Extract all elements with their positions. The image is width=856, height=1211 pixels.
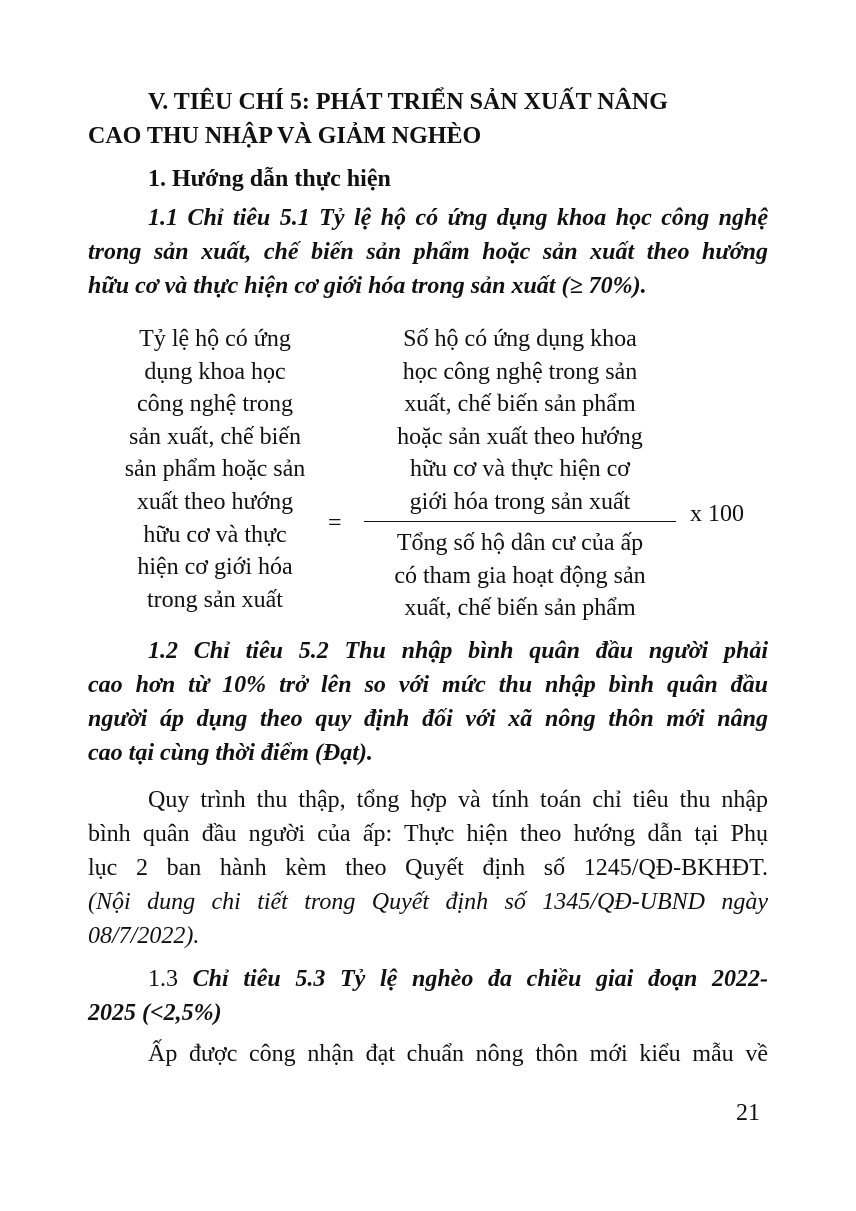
formula-numerator-line: giới hóa trong sản xuất <box>409 488 631 515</box>
procedure-paragraph <box>88 783 768 953</box>
indicator-5-3-line-2: 2025 (<2,5%) <box>88 1000 222 1026</box>
formula-lhs-line: sản xuất, chế biến <box>129 423 301 450</box>
formula-denominator-line: xuất, chế biến sản phẩm <box>404 595 636 622</box>
section-heading <box>88 85 768 153</box>
formula-lhs <box>90 323 340 616</box>
formula-lhs-line: Tỷ lệ hộ có ứng <box>139 326 291 352</box>
section-heading-line-2: CAO THU NHẬP VÀ GIẢM NGHÈO <box>88 123 482 149</box>
fraction-bar <box>364 521 676 522</box>
formula-lhs-line: hữu cơ và thực <box>143 521 287 548</box>
section-heading-line-1: V. TIÊU CHÍ 5: PHÁT TRIỂN SẢN XUẤT NÂNG <box>148 89 668 115</box>
formula-lhs-line: sản phẩm hoặc sản <box>124 456 306 483</box>
formula-numerator-line: học công nghệ trong sản <box>402 358 638 385</box>
indicator-5-2-line-4: cao tại cùng thời điểm (Đạt). <box>88 740 373 766</box>
formula-numerator-line: hoặc sản xuất theo hướng <box>397 423 643 450</box>
indicator-5-1-line-1: 1.1 Chỉ tiêu 5.1 Tỷ lệ hộ có ứng dụng khoa học công nghệ <box>148 205 768 231</box>
indicator-5-2 <box>88 634 768 770</box>
formula-denominator-line: có tham gia hoạt động sản <box>394 562 646 589</box>
indicator-5-2-line-1: 1.2 Chỉ tiêu 5.2 Thu nhập bình quân đầu người phải <box>148 638 768 664</box>
subheading: 1. Hướng dẫn thực hiện <box>148 166 391 192</box>
indicator-5-3-title: Chỉ tiêu 5.3 Tỷ lệ nghèo đa chiều giai đoạn 2022- <box>192 966 769 992</box>
formula-lhs-line: trong sản xuất <box>147 586 283 613</box>
formula-equals-sign: = <box>328 510 342 536</box>
formula-numerator <box>364 323 676 519</box>
procedure-line-2: bình quân đầu người của ấp: Thực hiện theo hướng dẫn tại Phụ <box>88 821 768 847</box>
procedure-line-5: 08/7/2022). <box>88 923 200 949</box>
closing-paragraph <box>88 1037 768 1071</box>
formula-numerator-line: Số hộ có ứng dụng khoa <box>403 326 637 352</box>
page-number: 21 <box>736 1100 760 1126</box>
formula-numerator-line: hữu cơ và thực hiện cơ <box>410 456 630 483</box>
indicator-5-3-prefix: 1.3 <box>148 966 193 992</box>
indicator-5-3 <box>88 962 768 1030</box>
closing-line: Ấp được công nhận đạt chuẩn nông thôn mới kiểu mẫu về <box>148 1041 768 1067</box>
indicator-5-2-line-3: người áp dụng theo quy định đối với xã nông thôn mới nâng <box>88 706 768 732</box>
formula-lhs-line: xuất theo hướng <box>136 488 294 515</box>
procedure-line-3: lục 2 ban hành kèm theo Quyết định số 1245/QĐ-BKHĐT. <box>88 855 768 881</box>
indicator-5-3-line-1 <box>88 962 768 996</box>
formula-denominator <box>364 527 676 625</box>
formula-lhs-line: công nghệ trong <box>137 391 293 418</box>
formula-numerator-line: xuất, chế biến sản phẩm <box>404 391 636 418</box>
indicator-5-1-line-2: trong sản xuất, chế biến sản phẩm hoặc sản xuất theo hướng <box>88 239 768 265</box>
procedure-line-4: (Nội dung chi tiết trong Quyết định số 1345/QĐ-UBND ngày <box>88 889 768 915</box>
formula-multiplier: x 100 <box>690 501 744 527</box>
formula-lhs-line: hiện cơ giới hóa <box>137 554 293 581</box>
indicator-5-2-line-2: cao hơn từ 10% trở lên so với mức thu nhập bình quân đầu <box>88 672 768 698</box>
formula-denominator-line: Tổng số hộ dân cư của ấp <box>396 530 644 556</box>
formula-lhs-line: dụng khoa học <box>144 358 286 385</box>
indicator-5-1 <box>88 201 768 303</box>
indicator-5-1-line-3: hữu cơ và thực hiện cơ giới hóa trong sản xuất (≥ 70%). <box>88 273 647 299</box>
procedure-line-1: Quy trình thu thập, tổng hợp và tính toán chỉ tiêu thu nhập <box>148 787 768 813</box>
